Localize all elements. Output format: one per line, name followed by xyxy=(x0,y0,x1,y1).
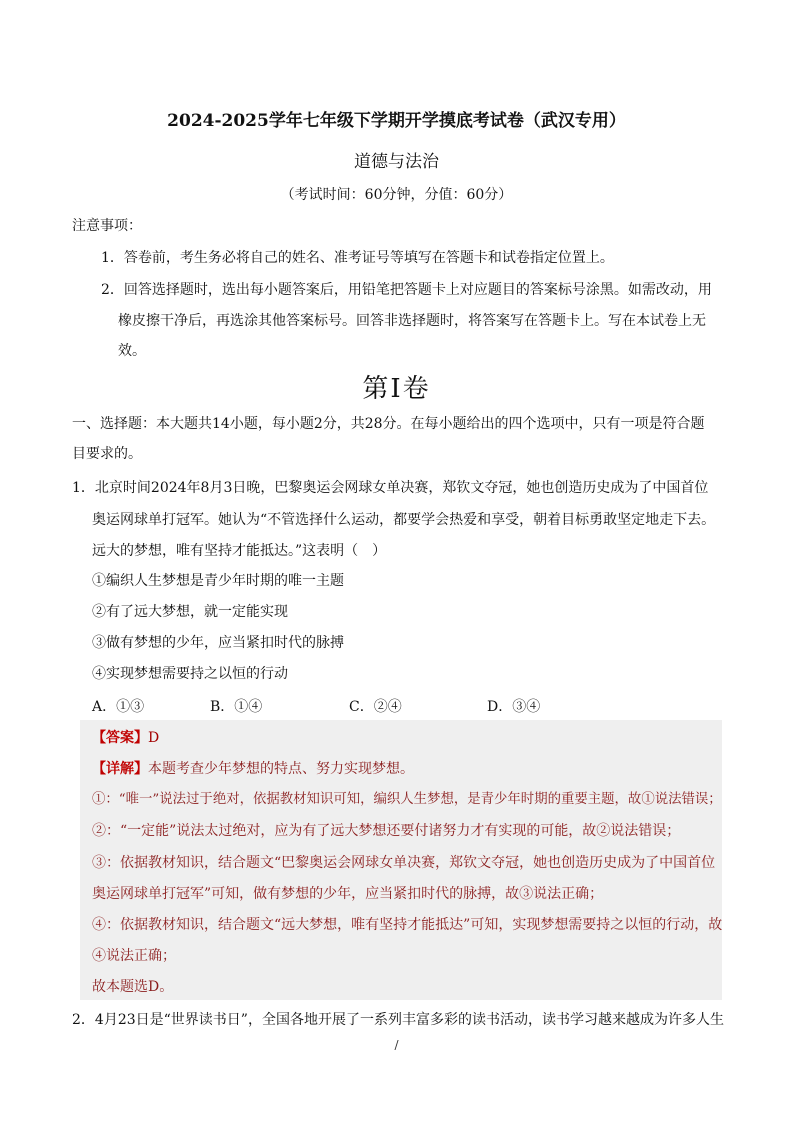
notice-item-2-cont: 橡皮擦干净后，再选涂其他答案标号。回答非选择题时，将答案写在答题卡上。写在本试卷上无 xyxy=(118,313,706,329)
option-d: D．③④ xyxy=(487,699,541,715)
analysis-point-1: ①：“唯一”说法过于绝对，依据教材知识可知，编织人生梦想，是青少年时期的重要主题，故①说法错误； xyxy=(92,792,722,807)
exam-subject: 道德与法治 xyxy=(354,152,439,172)
question-1-statement-4: ④实现梦想需要持之以恒的行动 xyxy=(92,666,288,682)
volume-heading: 第Ⅰ卷 xyxy=(362,374,431,404)
question-1-statement-3: ③做有梦想的少年，应当紧扣时代的脉搏 xyxy=(92,635,344,651)
question-1-stem: 1．北京时间2024年8月3日晚，巴黎奥运会网球女单决赛，郑钦文夺冠，她也创造历史成为了中国首位 xyxy=(72,480,709,496)
question-1-stem-cont: 远大的梦想，唯有坚持才能抵达。”这表明（ ） xyxy=(92,543,387,559)
detail-tag: 【详解】 xyxy=(92,761,148,777)
question-2-stem: 2．4月23日是“世界读书日”，全国各地开展了一系列丰富多彩的读书活动，读书学习越来越成为许多人生 xyxy=(72,1012,724,1028)
question-1-statement-2: ②有了远大梦想，就一定能实现 xyxy=(92,604,288,620)
notice-heading: 注意事项： xyxy=(72,218,142,234)
page-footer: / xyxy=(394,1038,399,1052)
answer-value: D xyxy=(148,730,160,746)
question-1-stem-cont: 奥运网球单打冠军。她认为“不管选择什么运动，都要学会热爱和享受，朝着目标勇敢坚定地走下去。 xyxy=(92,512,716,528)
answer-line xyxy=(92,728,159,748)
notice-item-1: 1．答卷前，考生务必将自己的姓名、准考证号等填写在答题卡和试卷指定位置上。 xyxy=(101,250,614,266)
analysis-point-4: ④：依据教材知识，结合题文“远大梦想，唯有坚持才能抵达”可知，实现梦想需要持之以恒的行动，故 xyxy=(92,917,723,933)
notice-item-2: 2．回答选择题时，选出每小题答案后，用铅笔把答题卡上对应题目的答案标号涂黑。如需改动，用 xyxy=(101,282,712,298)
analysis-point-3-cont: 奥运网球单打冠军”可知，做有梦想的少年，应当紧扣时代的脉搏，故③说法正确； xyxy=(92,886,604,902)
answer-tag: 【答案】 xyxy=(92,730,148,746)
option-a: A．①③ xyxy=(92,699,145,715)
notice-item-2-cont: 效。 xyxy=(118,343,146,359)
section-instructions-cont: 目要求的。 xyxy=(72,446,142,462)
option-c: C．②④ xyxy=(349,699,402,715)
analysis-point-3: ③：依据教材知识，结合题文“巴黎奥运会网球女单决赛，郑钦文夺冠，她也创造历史成为了中国首位 xyxy=(92,855,716,871)
detail-text: 本题考查少年梦想的特点、努力实现梦想。 xyxy=(148,761,414,777)
analysis-conclusion: 故本题选D。 xyxy=(92,979,174,995)
section-instructions: 一、选择题：本大题共14小题，每小题2分，共28分。在每小题给出的四个选项中，只有一项是符合题 xyxy=(72,416,705,432)
option-b: B．①④ xyxy=(210,699,263,715)
question-1-statement-1: ①编织人生梦想是青少年时期的唯一主题 xyxy=(92,573,344,589)
exam-title: 2024-2025学年七年级下学期开学摸底考试卷（武汉专用） xyxy=(167,111,626,131)
analysis-point-2: ②：“一定能”说法太过绝对，应为有了远大梦想还要付诸努力才有实现的可能，故②说法错误； xyxy=(92,823,681,839)
analysis-point-4-cont: ④说法正确； xyxy=(92,948,176,964)
detail-line xyxy=(92,759,414,779)
exam-info: （考试时间：60分钟，分值：60分） xyxy=(280,187,513,203)
